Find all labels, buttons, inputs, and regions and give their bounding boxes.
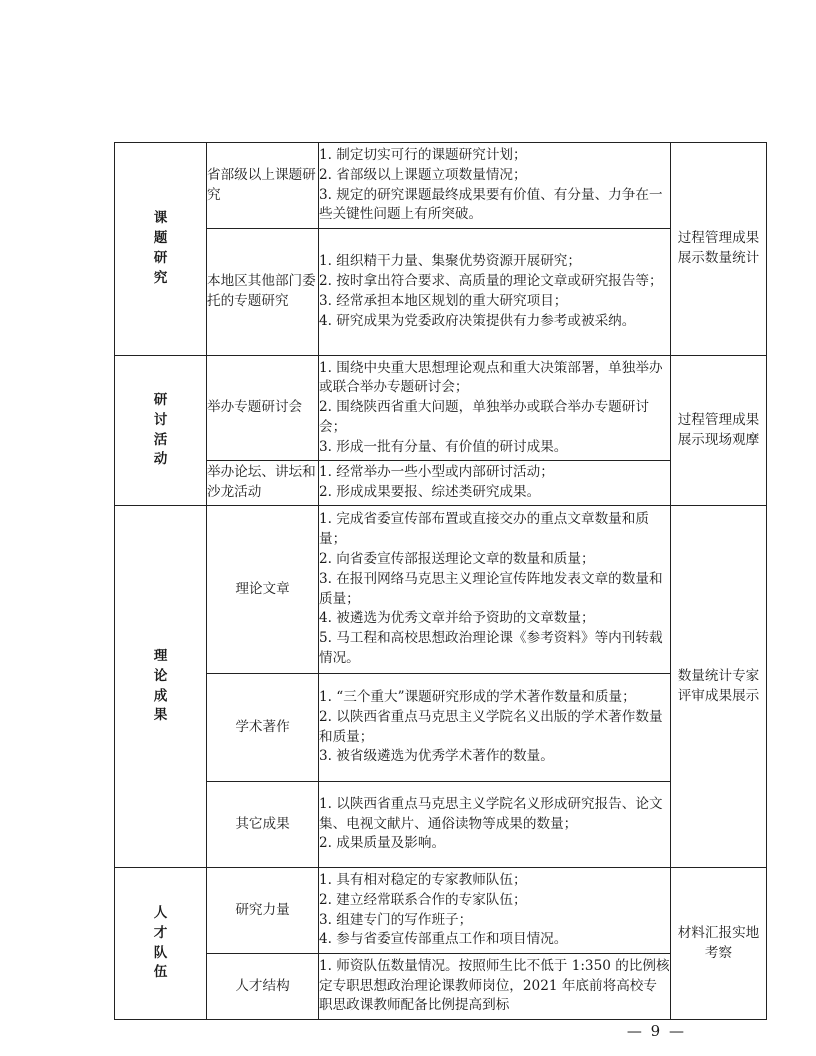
criteria-cell <box>319 356 671 461</box>
table-row <box>115 954 767 1020</box>
criteria-item: 1. 具有相对稳定的专家教师队伍； <box>319 871 527 888</box>
criteria-item: 3. 规定的研究课题最终成果要有价值、有分量、力争在一些关键性问题上有所突破。 <box>319 186 663 223</box>
evaluation-method-cell: 过程管理成果展示现场观摩 <box>671 356 767 506</box>
criteria-cell <box>319 229 671 356</box>
criteria-item: 5. 马工程和高校思想政治理论课《参考资料》等内刊转载情况。 <box>319 630 663 666</box>
criteria-item: 2. 以陕西省重点马克思主义学院名义出版的学术著作数量和质量； <box>319 708 663 745</box>
criteria-item: 3. 经常承担本地区规划的重大研究项目； <box>319 293 568 309</box>
criteria-item: 2. 成果质量及影响。 <box>319 835 446 852</box>
criteria-item: 4. 参与省委宣传部重点工作和项目情况。 <box>319 931 568 948</box>
criteria-item: 1. 师资队伍数量情况。按照师生比不低于 1:350 的比例核定专职思想政治理论课教师岗位，2021 年底前将高校专职思政课教师配备比例提高到标 <box>319 957 670 1014</box>
table-row <box>115 506 767 674</box>
subcategory-cell: 其它成果 <box>207 782 319 868</box>
criteria-item: 1. “三个重大”课题研究形成的学术著作数量和质量； <box>319 688 636 705</box>
subcategory-cell: 研究力量 <box>207 868 319 954</box>
criteria-item: 1. 完成省委宣传部布置或直接交办的重点文章数量和质量； <box>319 511 649 548</box>
category-cell: 课题研究 <box>115 143 207 356</box>
evaluation-table <box>114 142 767 1020</box>
evaluation-method-cell: 数量统计专家评审成果展示 <box>671 506 767 868</box>
subcategory-cell: 本地区其他部门委托的专题研究 <box>207 229 319 356</box>
criteria-item: 2. 形成成果要报、综述类研究成果。 <box>319 484 541 500</box>
criteria-item: 2. 建立经常联系合作的专家队伍； <box>319 891 527 908</box>
criteria-item: 1. 制定切实可行的课题研究计划； <box>319 146 527 163</box>
category-cell: 研讨活动 <box>115 356 207 506</box>
subcategory-cell: 人才结构 <box>207 954 319 1020</box>
table-row <box>115 674 767 782</box>
criteria-cell <box>319 506 671 674</box>
criteria-item: 3. 在报刊网络马克思主义理论宣传阵地发表文章的数量和质量； <box>319 570 663 607</box>
table-row <box>115 782 767 868</box>
table-row <box>115 356 767 461</box>
criteria-item: 1. 经常举办一些小型或内部研讨活动； <box>319 464 554 481</box>
table-row <box>115 143 767 229</box>
subcategory-cell: 省部级以上课题研究 <box>207 143 319 229</box>
table-row <box>115 461 767 506</box>
subcategory-cell: 举办论坛、讲坛和沙龙活动 <box>207 461 319 506</box>
criteria-cell <box>319 868 671 954</box>
criteria-item: 1. 围绕中央重大思想理论观点和重大决策部署，单独举办或联合举办专题研讨会； <box>319 359 663 396</box>
criteria-item: 2. 按时拿出符合要求、高质量的理论文章或研究报告等； <box>319 273 663 290</box>
table-row <box>115 229 767 356</box>
subcategory-cell: 理论文章 <box>207 506 319 674</box>
criteria-cell <box>319 954 671 1020</box>
criteria-cell <box>319 674 671 782</box>
criteria-cell <box>319 782 671 868</box>
criteria-item: 1. 以陕西省重点马克思主义学院名义形成研究报告、论文集、电视文献片、通俗读物等成果的数量； <box>319 795 663 832</box>
criteria-cell <box>319 461 671 506</box>
page-number: — 9 — <box>626 1022 686 1040</box>
criteria-item: 3. 形成一批有分量、有价值的研讨成果。 <box>319 438 568 455</box>
criteria-item: 2. 省部级以上课题立项数量情况； <box>319 166 527 183</box>
criteria-item: 4. 研究成果为党委政府决策提供有力参考或被采纳。 <box>319 312 636 329</box>
criteria-item: 1. 组织精干力量、集聚优势资源开展研究； <box>319 253 581 270</box>
criteria-item: 4. 被遴选为优秀文章并给予资助的文章数量； <box>319 610 595 627</box>
criteria-cell <box>319 143 671 229</box>
evaluation-method-cell: 材料汇报实地考察 <box>671 868 767 1020</box>
subcategory-cell: 举办专题研讨会 <box>207 356 319 461</box>
subcategory-cell: 学术著作 <box>207 674 319 782</box>
evaluation-method-cell: 过程管理成果展示数量统计 <box>671 143 767 356</box>
criteria-item: 3. 被省级遴选为优秀学术著作的数量。 <box>319 748 554 765</box>
criteria-item: 3. 组建专门的写作班子； <box>319 911 473 928</box>
category-cell: 人才队伍 <box>115 868 207 1020</box>
criteria-item: 2. 向省委宣传部报送理论文章的数量和质量； <box>319 550 595 567</box>
category-cell: 理论成果 <box>115 506 207 868</box>
criteria-item: 2. 围绕陕西省重大问题，单独举办或联合举办专题研讨会； <box>319 399 649 435</box>
table-row <box>115 868 767 954</box>
